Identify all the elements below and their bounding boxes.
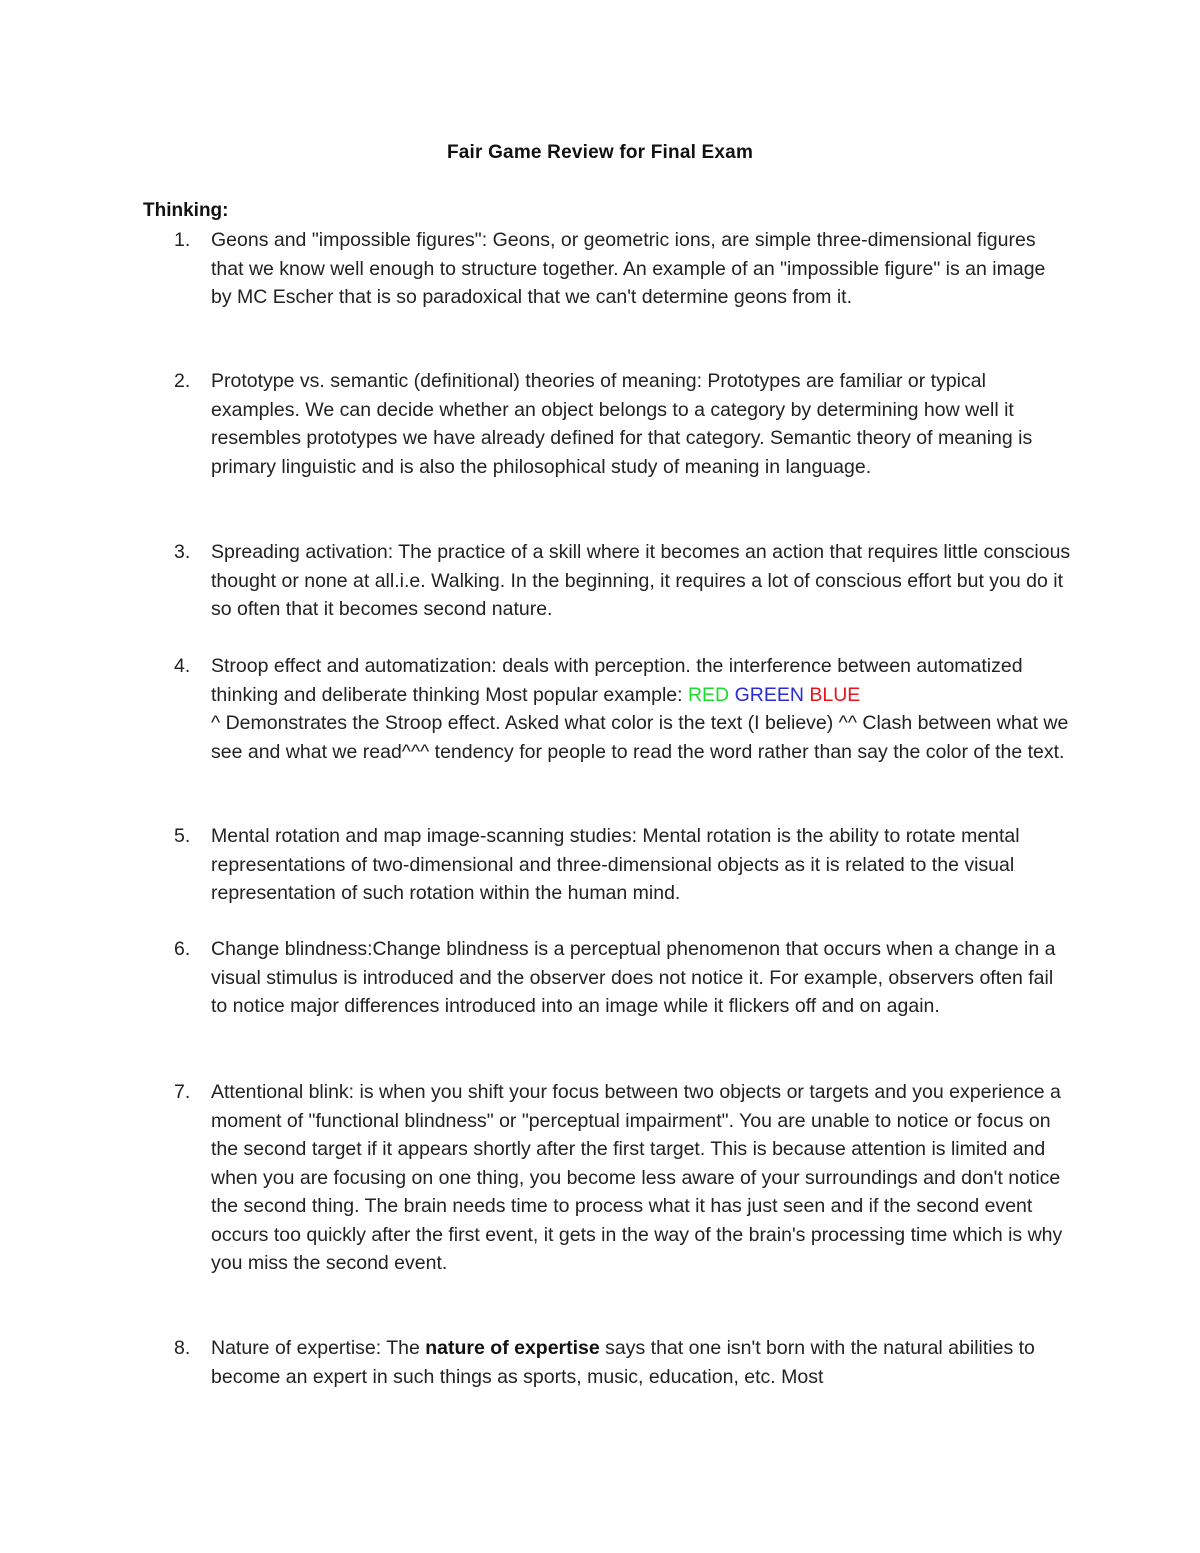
stroop-word-green: GREEN xyxy=(734,683,804,706)
list-item-text: Prototype vs. semantic (definitional) theories of meaning: Prototypes are familiar or typical examples. We can decide whether an object belongs to a category by determining how well it resembles prototypes we have already defined for that category. Semantic theory of meaning is primary linguistic and is also the philosophical study of meaning in language. xyxy=(211,370,1033,478)
document-title: Fair Game Review for Final Exam xyxy=(446,142,754,163)
expertise-continuation-text: says that one isn't born with the natural abilities to become an expert in such things as sports, music, education, etc. Most xyxy=(211,1337,1035,1388)
stroop-word-red: RED xyxy=(687,683,730,706)
list-item-text: Spreading activation: The practice of a skill where it becomes an action that requires little conscious thought or none at all.i.e. Walking. In the beginning, it requires a lot of conscious effort but you do it so often that it becomes second nature. xyxy=(211,541,1071,620)
list-number: 8. xyxy=(174,1337,191,1359)
list-number: 6. xyxy=(174,938,191,960)
list-item-text: Mental rotation and map image-scanning studies: Mental rotation is the ability to rotate mental representations of two-dimensional and three-dimensional objects as it is related to the visual representation of such rotation within the human mind. xyxy=(211,825,1020,904)
list-item-text xyxy=(211,652,1071,766)
list-number: 3. xyxy=(174,541,191,563)
expertise-intro-text: Nature of expertise: The xyxy=(211,1337,426,1359)
section-heading-thinking: Thinking: xyxy=(143,200,229,221)
bold-term: nature of expertise xyxy=(425,1337,600,1359)
list-item-text: Attentional blink: is when you shift your focus between two objects or targets and you experience a moment of "functional blindness" or "perceptual impairment". You are unable to notice or focus on the second target if it appears shortly after the first target. This is because attention is limited and when you are focusing on one thing, you become less aware of your surroundings and don't notice the second thing. The brain needs time to process what it has just seen and if the second event occurs too quickly after the first event, it gets in the way of the brain's processing time which is why you miss the second event. xyxy=(211,1081,1063,1274)
list-item-text: Change blindness:Change blindness is a perceptual phenomenon that occurs when a change in a visual stimulus is introduced and the observer does not notice it. For example, observers often fail to notice major differences introduced into an image while it flickers off and on again. xyxy=(211,938,1056,1017)
list-number: 2. xyxy=(174,370,191,392)
list-item-text xyxy=(211,1334,1071,1391)
list-number: 7. xyxy=(174,1081,191,1103)
list-number: 1. xyxy=(174,229,191,251)
stroop-word-blue: BLUE xyxy=(809,683,861,706)
stroop-intro-text: Stroop effect and automatization: deals with perception. the interference between automatized thinking and deliberate thinking Most popular example: xyxy=(211,655,1023,706)
list-item-text: Geons and "impossible figures": Geons, or geometric ions, are simple three-dimensional figures that we know well enough to structure together. An example of an "impossible figure" is an image by MC Escher that is so paradoxical that we can't determine geons from it. xyxy=(211,229,1046,308)
list-number: 4. xyxy=(174,655,191,677)
list-number: 5. xyxy=(174,825,191,847)
stroop-explanation-text: ^ Demonstrates the Stroop effect. Asked what color is the text (I believe) ^^ Clash between what we see and what we read^^^ tendency for people to read the word rather than say the color of the text. xyxy=(211,712,1069,763)
